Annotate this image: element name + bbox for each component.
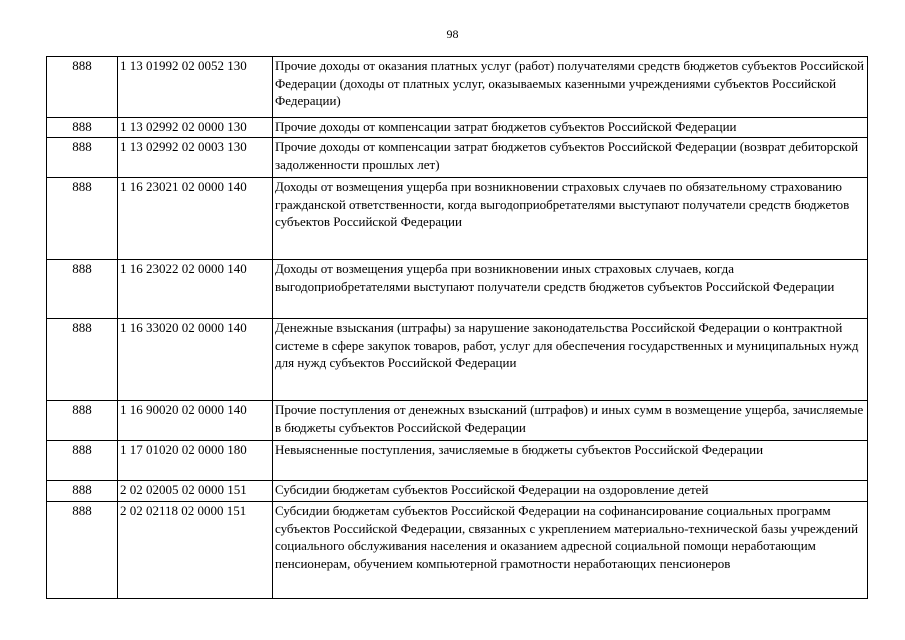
admin-code-cell: 888 (47, 178, 118, 260)
budget-classification-code-cell: 1 16 23022 02 0000 140 (118, 260, 273, 319)
table-row (47, 319, 868, 401)
admin-code-cell: 888 (47, 481, 118, 502)
revenue-name-cell: Прочие доходы от компенсации затрат бюджетов субъектов Российской Федерации (возврат дебиторской задолженности прошлых лет) (273, 138, 868, 178)
admin-code-cell: 888 (47, 118, 118, 138)
revenue-name-cell: Денежные взыскания (штрафы) за нарушение законодательства Российской Федерации о контрактной системе в сфере закупок товаров, работ, услуг для обеспечения государственных и муниципальных нужд для нужд субъектов Российской Федерации (273, 319, 868, 401)
admin-code-cell: 888 (47, 319, 118, 401)
revenue-codes-table (46, 56, 868, 599)
revenue-name-cell: Невыясненные поступления, зачисляемые в бюджеты субъектов Российской Федерации (273, 441, 868, 481)
budget-classification-code-cell: 2 02 02005 02 0000 151 (118, 481, 273, 502)
table-row (47, 57, 868, 118)
table-row (47, 178, 868, 260)
admin-code-cell: 888 (47, 57, 118, 118)
revenue-name-cell: Доходы от возмещения ущерба при возникновении страховых случаев по обязательному страхованию гражданской ответственности, когда выгодоприобретателями выступают получатели средств бюджетов субъектов Российской Федерации (273, 178, 868, 260)
revenue-name-cell: Прочие поступления от денежных взысканий (штрафов) и иных сумм в возмещение ущерба, зачисляемые в бюджеты субъектов Российской Федерации (273, 401, 868, 441)
table-row (47, 260, 868, 319)
budget-classification-code-cell: 1 17 01020 02 0000 180 (118, 441, 273, 481)
page-number: 98 (446, 27, 459, 41)
admin-code-cell: 888 (47, 502, 118, 599)
table-row (47, 138, 868, 178)
budget-classification-code-cell: 1 13 02992 02 0000 130 (118, 118, 273, 138)
budget-classification-code-cell: 1 13 02992 02 0003 130 (118, 138, 273, 178)
revenue-name-cell: Субсидии бюджетам субъектов Российской Федерации на софинансирование социальных программ субъектов Российской Федерации, связанных с укреплением материально-технической базы учреждений социального обслуживания населения и оказанием адресной социальной помощи неработающим пенсионерам, обучением компьютерной грамотности неработающих пенсионеров (273, 502, 868, 599)
revenue-name-cell: Субсидии бюджетам субъектов Российской Федерации на оздоровление детей (273, 481, 868, 502)
budget-classification-code-cell: 2 02 02118 02 0000 151 (118, 502, 273, 599)
budget-classification-code-cell: 1 16 23021 02 0000 140 (118, 178, 273, 260)
table-row (47, 441, 868, 481)
revenue-name-cell: Прочие доходы от оказания платных услуг (работ) получателями средств бюджетов субъектов Российской Федерации (доходы от платных услуг, оказываемых казенными учреждениями субъектов Российской Федерации) (273, 57, 868, 118)
table-row (47, 401, 868, 441)
admin-code-cell: 888 (47, 441, 118, 481)
admin-code-cell: 888 (47, 401, 118, 441)
table-row (47, 118, 868, 138)
budget-classification-code-cell: 1 16 33020 02 0000 140 (118, 319, 273, 401)
budget-classification-code-cell: 1 13 01992 02 0052 130 (118, 57, 273, 118)
admin-code-cell: 888 (47, 260, 118, 319)
table-row (47, 481, 868, 502)
budget-classification-code-cell: 1 16 90020 02 0000 140 (118, 401, 273, 441)
revenue-name-cell: Доходы от возмещения ущерба при возникновении иных страховых случаев, когда выгодоприобретателями выступают получатели средств бюджетов субъектов Российской Федерации (273, 260, 868, 319)
table-row (47, 502, 868, 599)
revenue-name-cell: Прочие доходы от компенсации затрат бюджетов субъектов Российской Федерации (273, 118, 868, 138)
admin-code-cell: 888 (47, 138, 118, 178)
